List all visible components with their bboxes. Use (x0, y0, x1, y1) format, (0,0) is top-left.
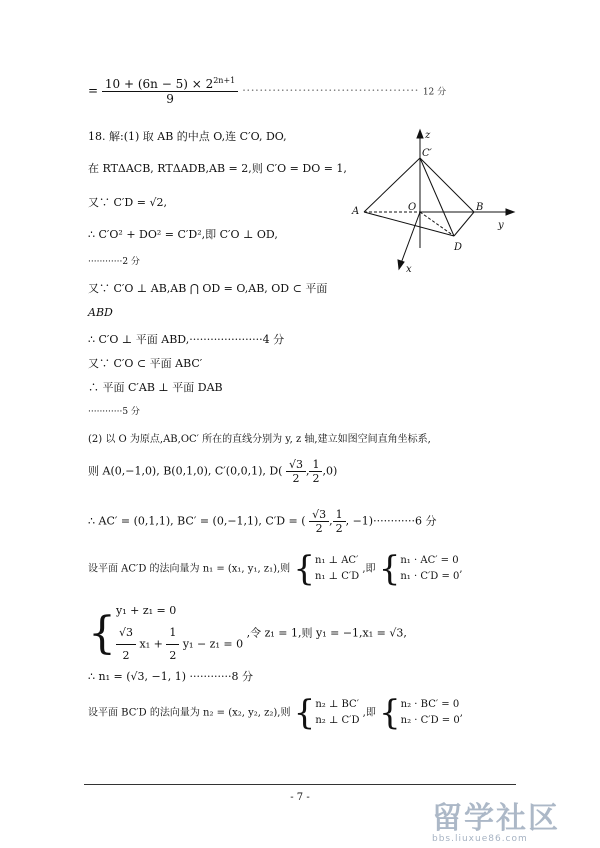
watermark-url: bbs.liuxue86.com (432, 834, 528, 844)
score-line-2: ············2 分 (88, 257, 140, 267)
n1-result-line: ∴ n₁ = (√3, −1, 1) ············8 分 (88, 670, 253, 683)
fraction (102, 76, 238, 106)
solution-line-7: ABD (88, 306, 113, 319)
solution-line-3: 又∵ C′D = √2, (88, 196, 167, 209)
solution-line-10: ∴ 平面 C′AB ⊥ 平面 DAB (88, 381, 223, 394)
solution-line-12: (2) 以 O 为原点,AB,OC′ 所在的直线分别为 y, z 轴,建立如图空间直角坐标系, (88, 434, 431, 445)
edge-bc (420, 158, 474, 212)
label-o: O (408, 202, 417, 213)
solution-line-9: 又∵ C′O ⊂ 平面 ABC′ (88, 357, 203, 370)
x-arrow (398, 260, 404, 269)
watermark (432, 801, 592, 844)
normal-n2-line: 设平面 BC′D 的法向量为 n₂ = (x₂, y₂, z₂),则 {n₂ ⊥ BC′ n₂ ⊥ C′D ,即 {n₂ · BC′ = 0 n₂ · C′D = 0, (88, 693, 463, 733)
watermark-title: 留学社区 (432, 801, 560, 836)
brace: { (293, 549, 315, 589)
top-formula (88, 76, 446, 106)
denominator: 9 (166, 92, 174, 106)
frac-1-over-2: $\frac{1}{2}$ (309, 458, 322, 485)
equation-system-line: {y₁ + z₁ = 0 $\frac{√3}{2}$ x₁ + $\frac{1}{2}$ y₁ − z₁ = 0 ,令 z₁ = 1,则 y₁ = −1,x₁ = √3, (88, 604, 407, 662)
solution-line-8: ∴ C′O ⊥ 平面 ABD,·····················4 分 (88, 333, 285, 346)
score-label: 12 分 (422, 87, 447, 98)
solution-line-2: 在 RTΔACB, RTΔADB,AB = 2,则 C′O = DO = 1, (88, 162, 347, 175)
exponent: 2n+1 (213, 76, 236, 85)
frac-sqrt3-over-2-b: $\frac{√3}{2}$ (309, 508, 329, 535)
brace: { (293, 693, 316, 733)
edge-bd (454, 212, 474, 236)
frac-1-over-2-b: $\frac{1}{2}$ (333, 508, 346, 535)
solution-line-4: ∴ C′O² + DO² = C′D²,即 C′O ⊥ OD, (88, 228, 278, 241)
page-number: - 7 - (290, 792, 310, 803)
equals-sign: = (88, 83, 99, 98)
pyramid-diagram (340, 128, 520, 278)
solution-line-1: 18. 解:(1) 取 AB 的中点 O,连 C′O, DO, (88, 130, 287, 143)
label-x: x (406, 264, 412, 275)
label-d: D (454, 242, 463, 253)
label-c: C′ (422, 148, 432, 159)
normal-n1-line: 设平面 AC′D 的法向量为 n₁ = (x₁, y₁, z₁),则 {n₁ ⊥ AC′ n₁ ⊥ C′D ,即 {n₁ · AC′ = 0 n₁ · C′D = 0, (88, 549, 463, 589)
label-z: z (425, 130, 431, 141)
label-y: y (498, 220, 504, 231)
label-b: B (476, 202, 484, 213)
x-axis (400, 212, 420, 266)
brace: { (88, 607, 116, 659)
label-a: A (352, 206, 360, 217)
vectors-line: ∴ AC′ = (0,1,1), BC′ = (0,−1,1), C′D = ( $\frac{√3}{2}$ , $\frac{1}{2}$ , −1)············6 分 (88, 508, 437, 535)
numerator: 10 + (6n − 5) × 2 (104, 77, 214, 91)
score-line-5: ············5 分 (88, 407, 140, 417)
frac-sqrt3-over-2: $\frac{√3}{2}$ (286, 458, 306, 485)
y-arrow (506, 209, 514, 215)
dot-leader: ········································· (242, 83, 419, 98)
solution-line-6: 又∵ C′O ⊥ AB,AB ⋂ OD = O,AB, OD ⊂ 平面 (88, 282, 328, 295)
coordinates-line: 则 A(0,−1,0), B(0,1,0), C′(0,0,1), D( $\frac{√3}{2}$ , $\frac{1}{2}$ ,0) (88, 458, 338, 485)
footer-rule (84, 784, 516, 785)
z-arrow (417, 130, 423, 138)
brace: { (378, 549, 401, 589)
edge-ad (364, 212, 454, 236)
brace: { (379, 693, 401, 733)
